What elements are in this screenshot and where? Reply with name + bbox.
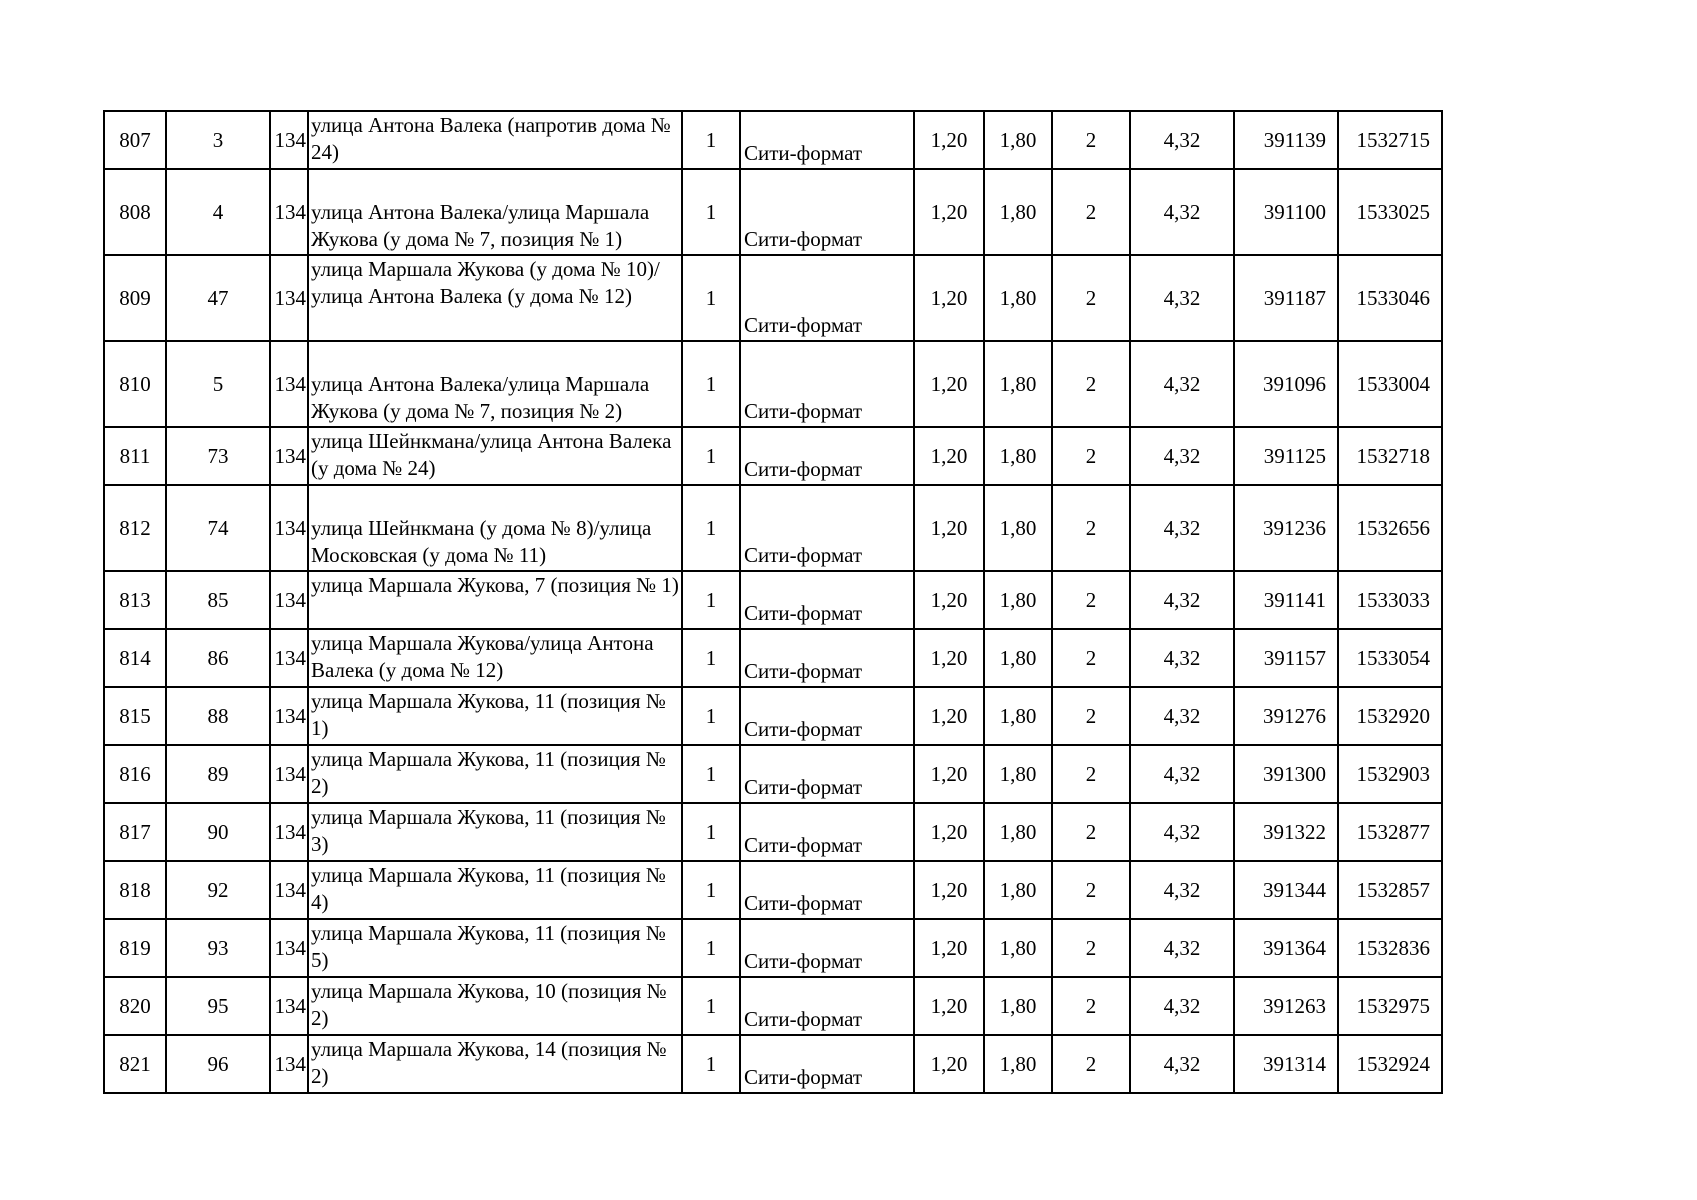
object-id: 92	[166, 861, 270, 919]
width-value: 1,20	[914, 571, 984, 629]
format-type: Сити-формат	[740, 485, 914, 571]
address-cell: улица Маршала Жукова, 10 (позиция № 2)	[308, 977, 682, 1035]
object-id: 89	[166, 745, 270, 803]
object-id: 47	[166, 255, 270, 341]
width-value: 1,20	[914, 861, 984, 919]
coord-y: 1532975	[1338, 977, 1442, 1035]
coord-y: 1532903	[1338, 745, 1442, 803]
height-value: 1,80	[984, 111, 1052, 169]
width-value: 1,20	[914, 745, 984, 803]
quantity: 1	[682, 803, 740, 861]
table-row	[104, 169, 1442, 255]
address-cell: улица Антона Валека (напротив дома № 24)	[308, 111, 682, 169]
object-id: 5	[166, 341, 270, 427]
quantity: 1	[682, 629, 740, 687]
area-value: 4,32	[1130, 745, 1234, 803]
coord-y: 1532924	[1338, 1035, 1442, 1093]
sides-count: 2	[1052, 687, 1130, 745]
coord-y: 1532836	[1338, 919, 1442, 977]
area-value: 4,32	[1130, 977, 1234, 1035]
quantity: 1	[682, 919, 740, 977]
object-id: 95	[166, 977, 270, 1035]
object-id: 73	[166, 427, 270, 485]
area-value: 4,32	[1130, 485, 1234, 571]
coord-y: 1532877	[1338, 803, 1442, 861]
zone-code: 134	[270, 919, 308, 977]
row-number: 815	[104, 687, 166, 745]
object-id: 86	[166, 629, 270, 687]
width-value: 1,20	[914, 1035, 984, 1093]
address-cell: улица Антона Валека/улица Маршала Жукова (у дома № 7, позиция № 1)	[308, 169, 682, 255]
row-number: 814	[104, 629, 166, 687]
height-value: 1,80	[984, 1035, 1052, 1093]
zone-code: 134	[270, 629, 308, 687]
width-value: 1,20	[914, 169, 984, 255]
area-value: 4,32	[1130, 169, 1234, 255]
format-type: Сити-формат	[740, 803, 914, 861]
table-row	[104, 571, 1442, 629]
sides-count: 2	[1052, 1035, 1130, 1093]
height-value: 1,80	[984, 629, 1052, 687]
zone-code: 134	[270, 341, 308, 427]
table-row	[104, 861, 1442, 919]
table-row	[104, 341, 1442, 427]
address-cell: улица Маршала Жукова, 14 (позиция № 2)	[308, 1035, 682, 1093]
table-row	[104, 919, 1442, 977]
coord-x: 391314	[1234, 1035, 1338, 1093]
data-table	[103, 110, 1443, 1094]
zone-code: 134	[270, 111, 308, 169]
format-type: Сити-формат	[740, 111, 914, 169]
area-value: 4,32	[1130, 571, 1234, 629]
format-type: Сити-формат	[740, 255, 914, 341]
sides-count: 2	[1052, 977, 1130, 1035]
table-row	[104, 803, 1442, 861]
table-row	[104, 485, 1442, 571]
zone-code: 134	[270, 169, 308, 255]
address-cell: улица Маршала Жукова, 11 (позиция № 1)	[308, 687, 682, 745]
area-value: 4,32	[1130, 255, 1234, 341]
height-value: 1,80	[984, 427, 1052, 485]
format-type: Сити-формат	[740, 919, 914, 977]
height-value: 1,80	[984, 169, 1052, 255]
quantity: 1	[682, 977, 740, 1035]
sides-count: 2	[1052, 803, 1130, 861]
quantity: 1	[682, 341, 740, 427]
address-cell: улица Маршала Жукова, 7 (позиция № 1)	[308, 571, 682, 629]
zone-code: 134	[270, 1035, 308, 1093]
format-type: Сити-формат	[740, 861, 914, 919]
object-id: 3	[166, 111, 270, 169]
format-type: Сити-формат	[740, 1035, 914, 1093]
height-value: 1,80	[984, 255, 1052, 341]
address-cell: улица Антона Валека/улица Маршала Жукова (у дома № 7, позиция № 2)	[308, 341, 682, 427]
sides-count: 2	[1052, 111, 1130, 169]
width-value: 1,20	[914, 803, 984, 861]
sides-count: 2	[1052, 485, 1130, 571]
coord-y: 1532857	[1338, 861, 1442, 919]
quantity: 1	[682, 169, 740, 255]
area-value: 4,32	[1130, 427, 1234, 485]
coord-x: 391276	[1234, 687, 1338, 745]
format-type: Сити-формат	[740, 629, 914, 687]
width-value: 1,20	[914, 255, 984, 341]
object-id: 96	[166, 1035, 270, 1093]
height-value: 1,80	[984, 485, 1052, 571]
coord-x: 391364	[1234, 919, 1338, 977]
height-value: 1,80	[984, 571, 1052, 629]
quantity: 1	[682, 745, 740, 803]
object-id: 4	[166, 169, 270, 255]
address-cell: улица Маршала Жукова, 11 (позиция № 5)	[308, 919, 682, 977]
row-number: 819	[104, 919, 166, 977]
width-value: 1,20	[914, 341, 984, 427]
width-value: 1,20	[914, 629, 984, 687]
coord-y: 1532718	[1338, 427, 1442, 485]
zone-code: 134	[270, 255, 308, 341]
sides-count: 2	[1052, 745, 1130, 803]
quantity: 1	[682, 861, 740, 919]
object-id: 90	[166, 803, 270, 861]
address-cell: улица Маршала Жукова/улица Антона Валека (у дома № 12)	[308, 629, 682, 687]
height-value: 1,80	[984, 803, 1052, 861]
area-value: 4,32	[1130, 629, 1234, 687]
width-value: 1,20	[914, 485, 984, 571]
row-number: 820	[104, 977, 166, 1035]
height-value: 1,80	[984, 687, 1052, 745]
format-type: Сити-формат	[740, 745, 914, 803]
quantity: 1	[682, 111, 740, 169]
coord-y: 1533046	[1338, 255, 1442, 341]
address-cell: улица Маршала Жукова (у дома № 10)/улица Антона Валека (у дома № 12)	[308, 255, 682, 341]
address-cell: улица Шейнкмана (у дома № 8)/улица Московская (у дома № 11)	[308, 485, 682, 571]
height-value: 1,80	[984, 977, 1052, 1035]
coord-x: 391236	[1234, 485, 1338, 571]
address-cell: улица Маршала Жукова, 11 (позиция № 3)	[308, 803, 682, 861]
area-value: 4,32	[1130, 861, 1234, 919]
row-number: 807	[104, 111, 166, 169]
height-value: 1,80	[984, 861, 1052, 919]
coord-x: 391263	[1234, 977, 1338, 1035]
sides-count: 2	[1052, 861, 1130, 919]
object-id: 85	[166, 571, 270, 629]
table-row	[104, 977, 1442, 1035]
coord-y: 1533054	[1338, 629, 1442, 687]
row-number: 816	[104, 745, 166, 803]
table-row	[104, 629, 1442, 687]
coord-x: 391125	[1234, 427, 1338, 485]
row-number: 810	[104, 341, 166, 427]
coord-x: 391100	[1234, 169, 1338, 255]
coord-y: 1533004	[1338, 341, 1442, 427]
coord-x: 391096	[1234, 341, 1338, 427]
sides-count: 2	[1052, 427, 1130, 485]
sides-count: 2	[1052, 341, 1130, 427]
object-id: 93	[166, 919, 270, 977]
area-value: 4,32	[1130, 919, 1234, 977]
coord-y: 1532656	[1338, 485, 1442, 571]
format-type: Сити-формат	[740, 571, 914, 629]
sides-count: 2	[1052, 255, 1130, 341]
zone-code: 134	[270, 485, 308, 571]
coord-x: 391322	[1234, 803, 1338, 861]
quantity: 1	[682, 687, 740, 745]
address-cell: улица Шейнкмана/улица Антона Валека (у дома № 24)	[308, 427, 682, 485]
quantity: 1	[682, 485, 740, 571]
object-id: 74	[166, 485, 270, 571]
width-value: 1,20	[914, 687, 984, 745]
table-row	[104, 1035, 1442, 1093]
table-row	[104, 111, 1442, 169]
table-row	[104, 427, 1442, 485]
coord-x: 391300	[1234, 745, 1338, 803]
format-type: Сити-формат	[740, 687, 914, 745]
row-number: 812	[104, 485, 166, 571]
object-id: 88	[166, 687, 270, 745]
zone-code: 134	[270, 803, 308, 861]
width-value: 1,20	[914, 919, 984, 977]
table-row	[104, 687, 1442, 745]
area-value: 4,32	[1130, 111, 1234, 169]
sides-count: 2	[1052, 169, 1130, 255]
coord-x: 391157	[1234, 629, 1338, 687]
sides-count: 2	[1052, 919, 1130, 977]
table-row	[104, 745, 1442, 803]
address-cell: улица Маршала Жукова, 11 (позиция № 4)	[308, 861, 682, 919]
quantity: 1	[682, 255, 740, 341]
width-value: 1,20	[914, 111, 984, 169]
quantity: 1	[682, 571, 740, 629]
width-value: 1,20	[914, 427, 984, 485]
format-type: Сити-формат	[740, 977, 914, 1035]
sides-count: 2	[1052, 571, 1130, 629]
coord-y: 1532920	[1338, 687, 1442, 745]
row-number: 817	[104, 803, 166, 861]
coord-x: 391139	[1234, 111, 1338, 169]
coord-y: 1533025	[1338, 169, 1442, 255]
coord-y: 1532715	[1338, 111, 1442, 169]
zone-code: 134	[270, 427, 308, 485]
format-type: Сити-формат	[740, 169, 914, 255]
zone-code: 134	[270, 571, 308, 629]
row-number: 809	[104, 255, 166, 341]
row-number: 811	[104, 427, 166, 485]
sides-count: 2	[1052, 629, 1130, 687]
row-number: 818	[104, 861, 166, 919]
area-value: 4,32	[1130, 687, 1234, 745]
width-value: 1,20	[914, 977, 984, 1035]
table-row	[104, 255, 1442, 341]
area-value: 4,32	[1130, 1035, 1234, 1093]
height-value: 1,80	[984, 341, 1052, 427]
row-number: 813	[104, 571, 166, 629]
height-value: 1,80	[984, 919, 1052, 977]
coord-y: 1533033	[1338, 571, 1442, 629]
zone-code: 134	[270, 861, 308, 919]
zone-code: 134	[270, 687, 308, 745]
quantity: 1	[682, 1035, 740, 1093]
coord-x: 391344	[1234, 861, 1338, 919]
zone-code: 134	[270, 977, 308, 1035]
format-type: Сити-формат	[740, 341, 914, 427]
row-number: 808	[104, 169, 166, 255]
format-type: Сити-формат	[740, 427, 914, 485]
zone-code: 134	[270, 745, 308, 803]
coord-x: 391187	[1234, 255, 1338, 341]
height-value: 1,80	[984, 745, 1052, 803]
coord-x: 391141	[1234, 571, 1338, 629]
quantity: 1	[682, 427, 740, 485]
row-number: 821	[104, 1035, 166, 1093]
area-value: 4,32	[1130, 341, 1234, 427]
area-value: 4,32	[1130, 803, 1234, 861]
address-cell: улица Маршала Жукова, 11 (позиция № 2)	[308, 745, 682, 803]
